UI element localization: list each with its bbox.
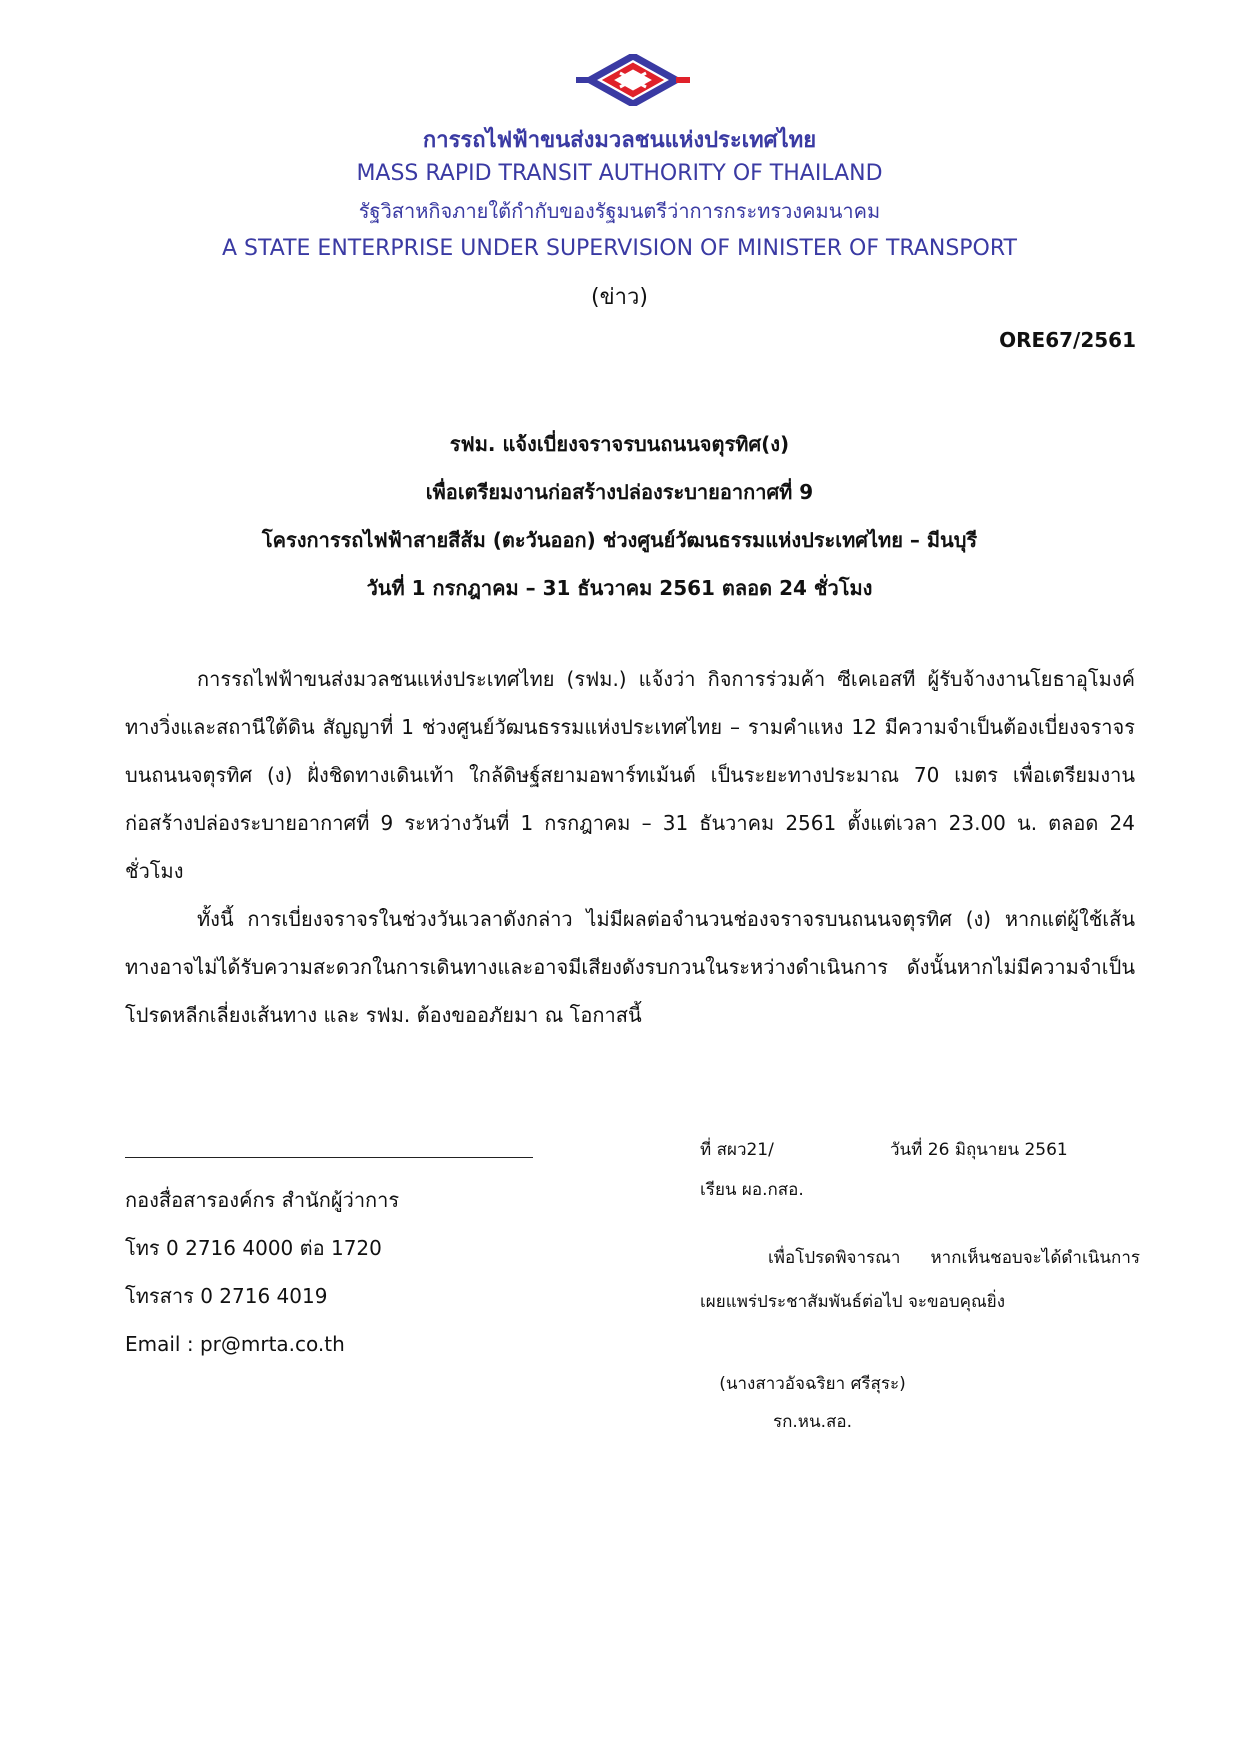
memo-date: วันที่ 26 มิถุนายน 2561 [890, 1140, 1068, 1160]
org-name-th: การรถไฟฟ้าขนส่งมวลชนแห่งประเทศไทย [422, 128, 817, 153]
contact-email: Email : pr@mrta.co.th [125, 1332, 345, 1356]
headline-line-3: โครงการรถไฟฟ้าสายสีส้ม (ตะวันออก) ช่วงศูนย์วัฒนธรรมแห่งประเทศไทย – มีนบุรี [261, 528, 978, 552]
headline-block [0, 420, 1239, 612]
headline-line-1: รฟม. แจ้งเบี่ยงจราจรบนถนนจตุรทิศ(ง) [449, 432, 790, 456]
signature-line [125, 1157, 533, 1158]
org-name-en: MASS RAPID TRANSIT AUTHORITY OF THAILAND [356, 161, 883, 186]
news-body [125, 655, 1135, 1039]
headline-line-4: วันที่ 1 กรกฎาคม – 31 ธันวาคม 2561 ตลอด 24 ชั่วโมง [366, 576, 873, 600]
body-paragraph-2: ทั้งนี้ การเบี่ยงจราจรในช่วงวันเวลาดังกล่าว ไม่มีผลต่อจำนวนช่องจราจรบนถนนจตุรทิศ (ง) หากแต่ผู้ใช้เส้นทางอาจไม่ได้รับความสะดวกในการเดินทางและอาจมีเสียงดังรบกวนในระหว่างดำเนินการ ดังนั้นหากไม่มีความจำเป็น โปรดหลีกเลี่ยงเส้นทาง และ รฟม. ต้องขออภัยมา ณ โอกาสนี้ [125, 907, 1135, 1027]
contact-fax: โทรสาร 0 2716 4019 [125, 1284, 328, 1308]
document-reference: ORE67/2561 [999, 328, 1136, 352]
contact-department: กองสื่อสารองค์กร สำนักผู้ว่าการ [125, 1188, 400, 1212]
signer-name: (นางสาวอัจฉริยา ศรีสุระ) [719, 1374, 906, 1394]
contact-block [125, 1176, 399, 1368]
contact-phone: โทร 0 2716 4000 ต่อ 1720 [125, 1236, 382, 1260]
supervision-th: รัฐวิสาหกิจภายใต้กำกับของรัฐมนตรีว่าการกระทรวงคมนาคม [358, 199, 881, 223]
mrta-logo-icon [574, 54, 692, 106]
doc-type-label: (ข่าว) [591, 285, 648, 310]
memo-body [700, 1236, 1140, 1324]
memo-reference: ที่ สผว21/ [700, 1140, 774, 1160]
body-paragraph-1: การรถไฟฟ้าขนส่งมวลชนแห่งประเทศไทย (รฟม.) แจ้งว่า กิจการร่วมค้า ซีเคเอสที ผู้รับจ้างงานโยธาอุโมงค์ทางวิ่งและสถานีใต้ดิน สัญญาที่ 1 ช่วงศูนย์วัฒนธรรมแห่งประเทศไทย – รามคำแหง 12 มีความจำเป็นต้องเบี่ยงจราจรบนถนนจตุรทิศ (ง) ฝั่งชิดทางเดินเท้า ใกล้ดิษฐ์สยามอพาร์ทเม้นต์ เป็นระยะทางประมาณ 70 เมตร เพื่อเตรียมงานก่อสร้างปล่องระบายอากาศที่ 9 ระหว่างวันที่ 1 กรกฎาคม – 31 ธันวาคม 2561 ตั้งแต่เวลา 23.00 น. ตลอด 24 ชั่วโมง [125, 667, 1135, 883]
supervision-en: A STATE ENTERPRISE UNDER SUPERVISION OF MINISTER OF TRANSPORT [222, 236, 1017, 261]
memo-body-text: เพื่อโปรดพิจารณา หากเห็นชอบจะได้ดำเนินการเผยแพร่ประชาสัมพันธ์ต่อไป จะขอบคุณยิ่ง [700, 1248, 1140, 1312]
headline-line-2: เพื่อเตรียมงานก่อสร้างปล่องระบายอากาศที่ 9 [425, 480, 814, 504]
memo-recipient: เรียน ผอ.กสอ. [700, 1180, 804, 1200]
signer-title: รก.หน.สอ. [772, 1412, 853, 1432]
